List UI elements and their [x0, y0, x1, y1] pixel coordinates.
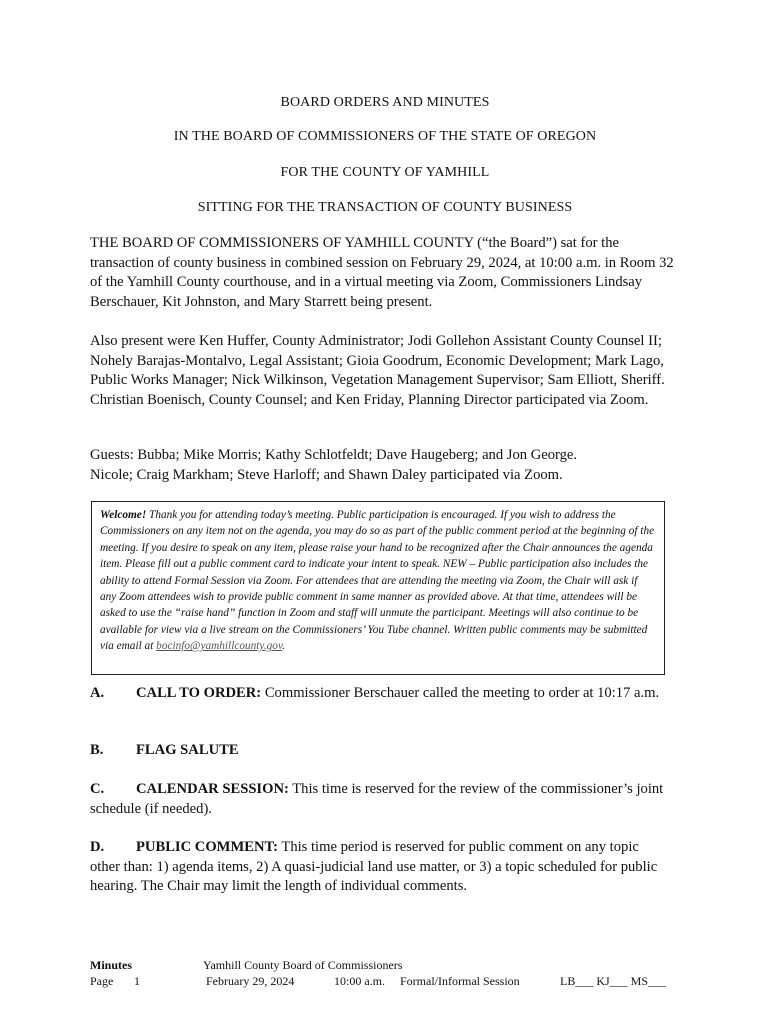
section-text: Commissioner Berschauer called the meeting to order at 10:17 a.m.: [261, 685, 660, 701]
section-a-call-to-order: [90, 684, 670, 704]
heading-county: FOR THE COUNTY OF YAMHILL: [280, 165, 490, 180]
heading-board-orders: BOARD ORDERS AND MINUTES: [280, 95, 490, 110]
section-letter: C.: [90, 781, 105, 797]
section-letter: A.: [90, 685, 105, 701]
section-text: This time period is reserved for public comment on any topic other than: 1) agenda items, 2) A quasi-judicial land use matter, or 3) a topic scheduled for public hearing. The Chair may limit the length of individual comments.: [90, 839, 658, 894]
section-title: CALENDAR SESSION:: [136, 781, 289, 797]
footer-time: 10:00 a.m.: [334, 974, 385, 988]
intro-paragraph: THE BOARD OF COMMISSIONERS OF YAMHILL COUNTY (“the Board”) sat for the transaction of county business in combined session on February 29, 2024, at 10:00 a.m. in Room 32 of the Yamhill County courthouse, and in a virtual meeting via Zoom, Commissioners Lindsay Berschauer, Kit Johnston, and Mary Starrett being present.: [90, 235, 674, 310]
section-title: PUBLIC COMMENT:: [136, 839, 279, 855]
footer-date: February 29, 2024: [206, 974, 295, 988]
section-text: This time is reserved for the review of the commissioner’s joint schedule (if needed).: [90, 781, 664, 817]
page-footer: [90, 958, 680, 992]
guests-paragraph: [90, 446, 682, 485]
footer-org: Yamhill County Board of Commissioners: [203, 958, 403, 972]
footer-session: Formal/Informal Session: [400, 974, 520, 988]
welcome-tail: .: [282, 640, 285, 653]
guests-line-1: Guests: Bubba; Mike Morris; Kathy Schlotfeldt; Dave Haugeberg; and Jon George.: [90, 447, 578, 463]
section-d-public-comment: [90, 838, 670, 897]
email-link[interactable]: bocinfo@yamhillcounty.gov: [156, 640, 283, 653]
section-b-flag-salute: [90, 741, 670, 761]
section-title: FLAG SALUTE: [136, 742, 239, 758]
heading-sitting-for: SITTING FOR THE TRANSACTION OF COUNTY BUSINESS: [197, 200, 573, 215]
welcome-body: Thank you for attending today’s meeting. Public participation is encouraged. If you wish to address the Commissioners on any item not on the agenda, you may do so as part of the public comment period at the beginning of the meeting. If you desire to speak on any item, please raise your hand to be recognized after the Chair announces the agenda item. Please fill out a public comment card to indicate your intent to speak. NEW – Public participation also includes the ability to attend Formal Session via Zoom. For attendees that are attending the meeting via Zoom, the Chair will ask if any Zoom attendees wish to provide public comment in same manner as provided above. At that time, attendees will be asked to use the “raise hand” function in Zoom and staff will unmute the participant. Meetings will also continue to be available for view via a live stream on the Commissioners’ You Tube channel. Written public comments may be submitted via email at: [100, 509, 655, 653]
section-letter: B.: [90, 742, 104, 758]
guests-line-2: Nicole; Craig Markham; Steve Harloff; and Shawn Daley participated via Zoom.: [90, 466, 563, 483]
welcome-notice-box: [91, 501, 665, 675]
section-title: CALL TO ORDER:: [136, 685, 262, 701]
section-letter: D.: [90, 839, 105, 855]
section-c-calendar-session: [90, 780, 670, 819]
welcome-lead: Welcome!: [100, 509, 147, 521]
footer-initials: LB___ KJ___ MS___: [560, 974, 667, 988]
also-present-paragraph: Also present were Ken Huffer, County Administrator; Jodi Gollehon Assistant County Counsel II; Nohely Barajas-Montalvo, Legal Assistant; Gioia Goodrum, Economic Development; Mark Lago, Public Works Manager; Nick Wilkinson, Vegetation Management Supervisor; Sam Elliott, Sheriff. Christian Boenisch, County Counsel; and Ken Friday, Planning Director participated via Zoom.: [90, 333, 665, 408]
footer-page-number: 1: [134, 974, 140, 988]
heading-board-of-commissioners: IN THE BOARD OF COMMISSIONERS OF THE STATE OF OREGON: [173, 129, 597, 144]
footer-page-label: Page: [90, 974, 114, 988]
footer-minutes-label: Minutes: [90, 958, 132, 972]
